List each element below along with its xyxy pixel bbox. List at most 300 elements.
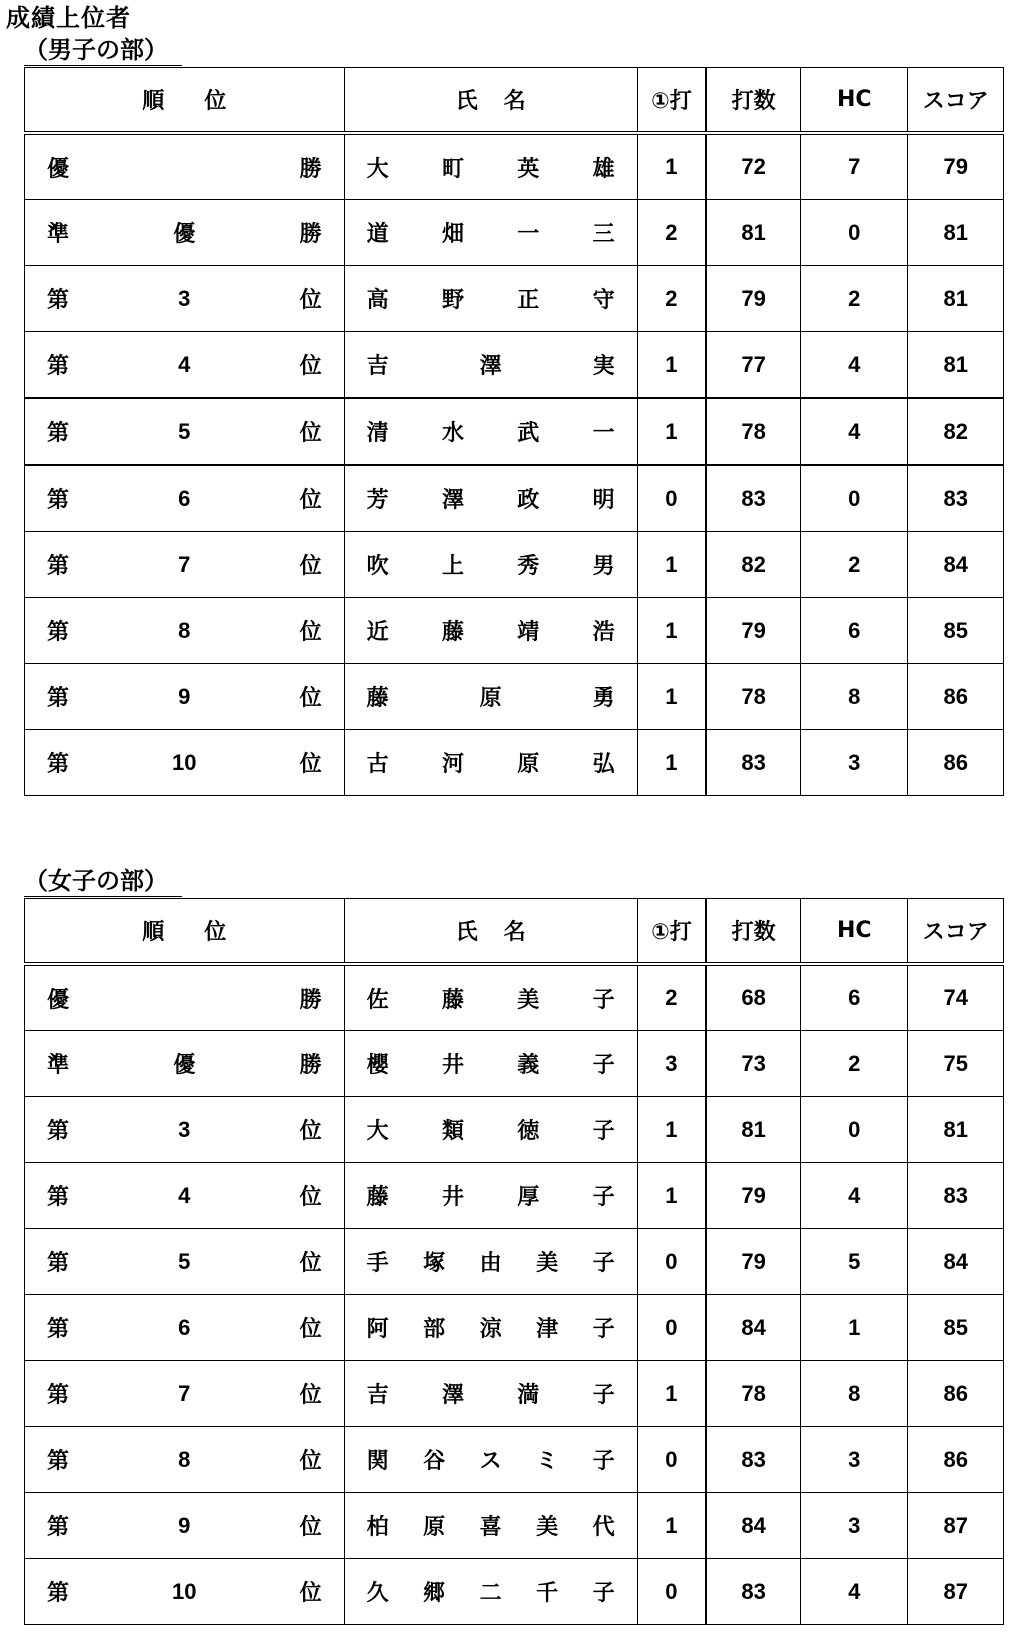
table-row bbox=[25, 1031, 1004, 1097]
name-char: 靖 bbox=[517, 620, 540, 645]
name-char: 井 bbox=[441, 1185, 464, 1210]
strokes-cell: 82 bbox=[706, 532, 801, 598]
name-char: 野 bbox=[441, 288, 464, 313]
strokes-cell: 83 bbox=[706, 465, 801, 532]
name-char: 涼 bbox=[479, 1317, 502, 1342]
name-char: 武 bbox=[517, 421, 540, 446]
score-cell: 83 bbox=[908, 1163, 1004, 1229]
hc-header: HC bbox=[801, 68, 908, 134]
first-stroke-cell: 0 bbox=[637, 1229, 706, 1295]
name-char: 関 bbox=[366, 1449, 389, 1474]
name-char: ス bbox=[479, 1449, 502, 1474]
rank-part: 第 bbox=[47, 421, 70, 446]
table-row bbox=[25, 133, 1004, 200]
strokes-cell: 81 bbox=[706, 1097, 801, 1163]
name-char: 義 bbox=[517, 1053, 540, 1078]
rank-part: 優 bbox=[173, 1053, 196, 1078]
first-stroke-cell: 2 bbox=[637, 200, 706, 266]
rank-part: 準 bbox=[47, 1053, 70, 1078]
rank-part: 第 bbox=[47, 686, 70, 711]
strokes-cell: 78 bbox=[706, 1361, 801, 1427]
rank-part: 第 bbox=[47, 1515, 70, 1540]
name-char: 津 bbox=[536, 1317, 559, 1342]
hc-header: HC bbox=[801, 899, 908, 965]
rank-cell bbox=[25, 1229, 345, 1295]
rank-part: 準 bbox=[47, 222, 70, 247]
strokes-cell: 79 bbox=[706, 598, 801, 664]
name-char: 浩 bbox=[592, 620, 615, 645]
player-name-cell bbox=[344, 465, 637, 532]
rank-cell bbox=[25, 1361, 345, 1427]
strokes-cell: 84 bbox=[706, 1295, 801, 1361]
first-stroke-cell: 1 bbox=[637, 398, 706, 465]
name-char: 原 bbox=[479, 686, 502, 711]
rank-cell bbox=[25, 1559, 345, 1625]
first-stroke-cell: 1 bbox=[637, 532, 706, 598]
rank-part: 勝 bbox=[299, 987, 322, 1013]
strokes-cell: 77 bbox=[706, 332, 801, 399]
rank-cell bbox=[25, 133, 345, 200]
first-stroke-cell: 1 bbox=[637, 598, 706, 664]
rank-part: 位 bbox=[299, 1383, 322, 1408]
rank-part: 第 bbox=[47, 1119, 70, 1144]
name-char: 美 bbox=[536, 1515, 559, 1540]
hc-cell: 6 bbox=[801, 964, 908, 1031]
table-row bbox=[25, 1229, 1004, 1295]
men-rows bbox=[25, 133, 1004, 796]
score-cell: 86 bbox=[908, 1427, 1004, 1493]
name-char: 三 bbox=[592, 222, 615, 247]
table-row bbox=[25, 1361, 1004, 1427]
rank-part: 位 bbox=[299, 554, 322, 579]
rank-part: 8 bbox=[178, 1446, 191, 1472]
rank-part: 第 bbox=[47, 554, 70, 579]
name-char: 部 bbox=[423, 1317, 446, 1342]
strokes-cell: 84 bbox=[706, 1493, 801, 1559]
name-char: 二 bbox=[479, 1581, 502, 1606]
score-cell: 86 bbox=[908, 664, 1004, 730]
score-cell: 84 bbox=[908, 1229, 1004, 1295]
first-stroke-cell: 0 bbox=[637, 1427, 706, 1493]
name-char: 吉 bbox=[366, 1383, 389, 1408]
hc-cell: 2 bbox=[801, 1031, 908, 1097]
rank-part: 5 bbox=[178, 1248, 191, 1274]
strokes-cell: 83 bbox=[706, 730, 801, 796]
name-header: 氏 名 bbox=[344, 68, 637, 134]
name-char: 澤 bbox=[441, 1383, 464, 1408]
score-cell: 87 bbox=[908, 1559, 1004, 1625]
first-stroke-cell: 1 bbox=[637, 133, 706, 200]
table-row bbox=[25, 398, 1004, 465]
rank-part: 第 bbox=[47, 1251, 70, 1276]
table-row bbox=[25, 1427, 1004, 1493]
table-row bbox=[25, 200, 1004, 266]
rank-cell bbox=[25, 1163, 345, 1229]
name-char: 原 bbox=[423, 1515, 446, 1540]
name-char: 大 bbox=[366, 156, 389, 182]
score-cell: 87 bbox=[908, 1493, 1004, 1559]
rank-cell bbox=[25, 598, 345, 664]
table-row bbox=[25, 1559, 1004, 1625]
strokes-cell: 83 bbox=[706, 1427, 801, 1493]
hc-cell: 4 bbox=[801, 1559, 908, 1625]
rank-part: 位 bbox=[299, 1185, 322, 1210]
name-char: 子 bbox=[592, 1449, 615, 1474]
page-title: 成績上位者 bbox=[6, 4, 131, 32]
strokes-cell: 72 bbox=[706, 133, 801, 200]
name-char: 塚 bbox=[423, 1251, 446, 1276]
first-stroke-cell: 1 bbox=[637, 332, 706, 399]
rank-cell bbox=[25, 532, 345, 598]
rank-cell bbox=[25, 1295, 345, 1361]
first-stroke-cell: 0 bbox=[637, 1295, 706, 1361]
name-char: 守 bbox=[592, 288, 615, 313]
name-header: 氏 名 bbox=[344, 899, 637, 965]
name-char: 由 bbox=[479, 1251, 502, 1276]
name-char: 一 bbox=[592, 421, 615, 446]
name-char: 水 bbox=[441, 421, 464, 446]
table-row bbox=[25, 598, 1004, 664]
men-section-title: （男子の部） bbox=[24, 35, 182, 66]
rank-cell bbox=[25, 1427, 345, 1493]
table-row bbox=[25, 332, 1004, 399]
score-cell: 81 bbox=[908, 200, 1004, 266]
name-char: 久 bbox=[366, 1581, 389, 1606]
name-char: 藤 bbox=[366, 686, 389, 711]
name-char: 子 bbox=[592, 1317, 615, 1342]
rank-part: 第 bbox=[47, 288, 70, 313]
table-row bbox=[25, 266, 1004, 332]
score-header: スコア bbox=[908, 68, 1004, 134]
name-char: 澤 bbox=[441, 488, 464, 513]
name-char: 子 bbox=[592, 1383, 615, 1408]
strokes-cell: 78 bbox=[706, 664, 801, 730]
rank-part: 位 bbox=[299, 686, 322, 711]
score-cell: 86 bbox=[908, 730, 1004, 796]
rank-part: 第 bbox=[47, 488, 70, 513]
women-rows bbox=[25, 964, 1004, 1625]
strokes-cell: 68 bbox=[706, 964, 801, 1031]
name-char: 勇 bbox=[592, 686, 615, 711]
rank-cell bbox=[25, 1031, 345, 1097]
name-char: 高 bbox=[366, 288, 389, 313]
name-char: 谷 bbox=[423, 1449, 446, 1474]
score-header: スコア bbox=[908, 899, 1004, 965]
header-row bbox=[25, 899, 1004, 965]
rank-part: 7 bbox=[178, 551, 191, 577]
hc-cell: 4 bbox=[801, 1163, 908, 1229]
name-char: 櫻 bbox=[366, 1053, 389, 1078]
hc-cell: 7 bbox=[801, 133, 908, 200]
rank-part: 10 bbox=[172, 749, 197, 775]
rank-part: 第 bbox=[47, 752, 70, 777]
player-name-cell bbox=[344, 1295, 637, 1361]
strokes-cell: 73 bbox=[706, 1031, 801, 1097]
first-stroke-cell: 1 bbox=[637, 1163, 706, 1229]
rank-part: 勝 bbox=[299, 156, 322, 182]
name-char: 郷 bbox=[423, 1581, 446, 1606]
rank-part: 位 bbox=[299, 1251, 322, 1276]
hc-cell: 5 bbox=[801, 1229, 908, 1295]
name-char: 厚 bbox=[517, 1185, 540, 1210]
first-stroke-cell: 2 bbox=[637, 964, 706, 1031]
name-char: 明 bbox=[592, 488, 615, 513]
name-char: 子 bbox=[592, 987, 615, 1013]
player-name-cell bbox=[344, 398, 637, 465]
rank-part: 5 bbox=[178, 418, 191, 444]
first-stroke-cell: 1 bbox=[637, 1361, 706, 1427]
name-char: 佐 bbox=[366, 987, 389, 1013]
first-stroke-cell: 0 bbox=[637, 1559, 706, 1625]
rank-part: 位 bbox=[299, 1449, 322, 1474]
first-stroke-cell: 1 bbox=[637, 730, 706, 796]
hc-cell: 0 bbox=[801, 465, 908, 532]
player-name-cell bbox=[344, 200, 637, 266]
name-char: 千 bbox=[536, 1581, 559, 1606]
rank-part: 3 bbox=[178, 285, 191, 311]
player-name-cell bbox=[344, 1493, 637, 1559]
score-cell: 85 bbox=[908, 598, 1004, 664]
score-cell: 81 bbox=[908, 266, 1004, 332]
player-name-cell bbox=[344, 1361, 637, 1427]
score-cell: 81 bbox=[908, 1097, 1004, 1163]
hc-cell: 6 bbox=[801, 598, 908, 664]
rank-part: 位 bbox=[299, 288, 322, 313]
strokes-cell: 83 bbox=[706, 1559, 801, 1625]
score-cell: 84 bbox=[908, 532, 1004, 598]
name-char: 上 bbox=[441, 554, 464, 579]
rank-part: 優 bbox=[47, 156, 70, 182]
rank-header: 順 位 bbox=[25, 68, 345, 134]
rank-cell bbox=[25, 730, 345, 796]
hc-cell: 2 bbox=[801, 532, 908, 598]
player-name-cell bbox=[344, 1427, 637, 1493]
rank-part: 位 bbox=[299, 1317, 322, 1342]
rank-part: 3 bbox=[178, 1116, 191, 1142]
rank-part: 勝 bbox=[299, 222, 322, 247]
first-stroke-cell: 0 bbox=[637, 465, 706, 532]
name-char: 藤 bbox=[441, 987, 464, 1013]
name-char: 藤 bbox=[366, 1185, 389, 1210]
player-name-cell bbox=[344, 266, 637, 332]
name-char: 正 bbox=[517, 288, 540, 313]
score-cell: 81 bbox=[908, 332, 1004, 399]
strokes-header: 打数 bbox=[706, 68, 801, 134]
table-row bbox=[25, 964, 1004, 1031]
first-stroke-cell: 2 bbox=[637, 266, 706, 332]
rank-part: 第 bbox=[47, 1317, 70, 1342]
score-cell: 85 bbox=[908, 1295, 1004, 1361]
table-row bbox=[25, 1295, 1004, 1361]
name-char: 代 bbox=[592, 1515, 615, 1540]
men-results-table bbox=[24, 67, 1004, 796]
rank-cell bbox=[25, 1493, 345, 1559]
rank-part: 第 bbox=[47, 620, 70, 645]
name-char: 英 bbox=[517, 156, 540, 182]
table-row bbox=[25, 664, 1004, 730]
name-char: 藤 bbox=[441, 620, 464, 645]
first-stroke-cell: 1 bbox=[637, 664, 706, 730]
rank-cell bbox=[25, 664, 345, 730]
strokes-cell: 79 bbox=[706, 1163, 801, 1229]
name-char: 原 bbox=[517, 752, 540, 777]
player-name-cell bbox=[344, 332, 637, 399]
first-stroke-header: ①打 bbox=[637, 68, 706, 134]
rank-part: 位 bbox=[299, 620, 322, 645]
hc-cell: 0 bbox=[801, 200, 908, 266]
name-char: 類 bbox=[441, 1119, 464, 1144]
table-row bbox=[25, 532, 1004, 598]
strokes-cell: 79 bbox=[706, 1229, 801, 1295]
rank-cell bbox=[25, 266, 345, 332]
strokes-cell: 79 bbox=[706, 266, 801, 332]
player-name-cell bbox=[344, 664, 637, 730]
name-char: 美 bbox=[517, 987, 540, 1013]
rank-cell bbox=[25, 332, 345, 399]
name-char: 井 bbox=[441, 1053, 464, 1078]
women-results-table bbox=[24, 898, 1004, 1625]
name-char: 政 bbox=[517, 488, 540, 513]
rank-part: 4 bbox=[178, 1182, 191, 1208]
player-name-cell bbox=[344, 133, 637, 200]
score-cell: 74 bbox=[908, 964, 1004, 1031]
hc-cell: 8 bbox=[801, 1361, 908, 1427]
name-char: ミ bbox=[536, 1449, 559, 1474]
name-char: 徳 bbox=[517, 1119, 540, 1144]
name-char: 阿 bbox=[366, 1317, 389, 1342]
name-char: 吹 bbox=[366, 554, 389, 579]
score-cell: 83 bbox=[908, 465, 1004, 532]
name-char: 弘 bbox=[592, 752, 615, 777]
rank-part: 位 bbox=[299, 421, 322, 446]
rank-header: 順 位 bbox=[25, 899, 345, 965]
player-name-cell bbox=[344, 598, 637, 664]
name-char: 実 bbox=[592, 354, 615, 379]
rank-part: 第 bbox=[47, 1185, 70, 1210]
rank-part: 位 bbox=[299, 488, 322, 513]
name-char: 近 bbox=[366, 620, 389, 645]
rank-part: 位 bbox=[299, 1581, 322, 1606]
player-name-cell bbox=[344, 1031, 637, 1097]
table-row bbox=[25, 1493, 1004, 1559]
rank-cell bbox=[25, 964, 345, 1031]
strokes-cell: 81 bbox=[706, 200, 801, 266]
player-name-cell bbox=[344, 532, 637, 598]
score-cell: 79 bbox=[908, 133, 1004, 200]
first-stroke-cell: 1 bbox=[637, 1097, 706, 1163]
name-char: 芳 bbox=[366, 488, 389, 513]
rank-part: 6 bbox=[178, 1314, 191, 1340]
rank-part: 第 bbox=[47, 1449, 70, 1474]
name-char: 秀 bbox=[517, 554, 540, 579]
hc-cell: 3 bbox=[801, 730, 908, 796]
rank-part: 8 bbox=[178, 617, 191, 643]
rank-part: 9 bbox=[178, 1512, 191, 1538]
name-char: 道 bbox=[366, 222, 389, 247]
first-stroke-header: ①打 bbox=[637, 899, 706, 965]
rank-part: 優 bbox=[47, 987, 70, 1013]
rank-part: 勝 bbox=[299, 1053, 322, 1078]
table-row bbox=[25, 1163, 1004, 1229]
header-row bbox=[25, 68, 1004, 134]
rank-part: 位 bbox=[299, 1119, 322, 1144]
player-name-cell bbox=[344, 730, 637, 796]
rank-part: 7 bbox=[178, 1380, 191, 1406]
rank-part: 9 bbox=[178, 683, 191, 709]
hc-cell: 3 bbox=[801, 1427, 908, 1493]
table-row bbox=[25, 1097, 1004, 1163]
name-char: 子 bbox=[592, 1053, 615, 1078]
strokes-cell: 78 bbox=[706, 398, 801, 465]
rank-part: 6 bbox=[178, 485, 191, 511]
hc-cell: 4 bbox=[801, 398, 908, 465]
rank-cell bbox=[25, 200, 345, 266]
name-char: 畑 bbox=[441, 222, 464, 247]
name-char: 喜 bbox=[479, 1515, 502, 1540]
women-section-title: （女子の部） bbox=[24, 866, 182, 897]
name-char: 清 bbox=[366, 421, 389, 446]
table-row bbox=[25, 730, 1004, 796]
rank-part: 位 bbox=[299, 1515, 322, 1540]
name-char: 美 bbox=[536, 1251, 559, 1276]
hc-cell: 4 bbox=[801, 332, 908, 399]
name-char: 柏 bbox=[366, 1515, 389, 1540]
name-char: 町 bbox=[441, 156, 464, 182]
name-char: 河 bbox=[441, 752, 464, 777]
rank-part: 第 bbox=[47, 1383, 70, 1408]
score-cell: 82 bbox=[908, 398, 1004, 465]
strokes-header: 打数 bbox=[706, 899, 801, 965]
name-char: 男 bbox=[592, 554, 615, 579]
rank-part: 位 bbox=[299, 354, 322, 379]
name-char: 子 bbox=[592, 1119, 615, 1144]
name-char: 子 bbox=[592, 1251, 615, 1276]
rank-cell bbox=[25, 1097, 345, 1163]
player-name-cell bbox=[344, 1163, 637, 1229]
player-name-cell bbox=[344, 1229, 637, 1295]
rank-part: 位 bbox=[299, 752, 322, 777]
first-stroke-cell: 1 bbox=[637, 1493, 706, 1559]
name-char: 子 bbox=[592, 1581, 615, 1606]
rank-cell bbox=[25, 398, 345, 465]
hc-cell: 3 bbox=[801, 1493, 908, 1559]
name-char: 雄 bbox=[592, 156, 615, 182]
player-name-cell bbox=[344, 1097, 637, 1163]
player-name-cell bbox=[344, 1559, 637, 1625]
player-name-cell bbox=[344, 964, 637, 1031]
rank-cell bbox=[25, 465, 345, 532]
score-cell: 86 bbox=[908, 1361, 1004, 1427]
rank-part: 4 bbox=[178, 351, 191, 377]
rank-part: 第 bbox=[47, 354, 70, 379]
rank-part: 優 bbox=[173, 222, 196, 247]
hc-cell: 0 bbox=[801, 1097, 908, 1163]
first-stroke-cell: 3 bbox=[637, 1031, 706, 1097]
table-row bbox=[25, 465, 1004, 532]
name-char: 大 bbox=[366, 1119, 389, 1144]
name-char: 子 bbox=[592, 1185, 615, 1210]
score-cell: 75 bbox=[908, 1031, 1004, 1097]
hc-cell: 1 bbox=[801, 1295, 908, 1361]
name-char: 古 bbox=[366, 752, 389, 777]
rank-part: 10 bbox=[172, 1578, 197, 1604]
hc-cell: 8 bbox=[801, 664, 908, 730]
name-char: 澤 bbox=[479, 354, 502, 379]
name-char: 満 bbox=[517, 1383, 540, 1408]
rank-part: 第 bbox=[47, 1581, 70, 1606]
name-char: 吉 bbox=[366, 354, 389, 379]
hc-cell: 2 bbox=[801, 266, 908, 332]
